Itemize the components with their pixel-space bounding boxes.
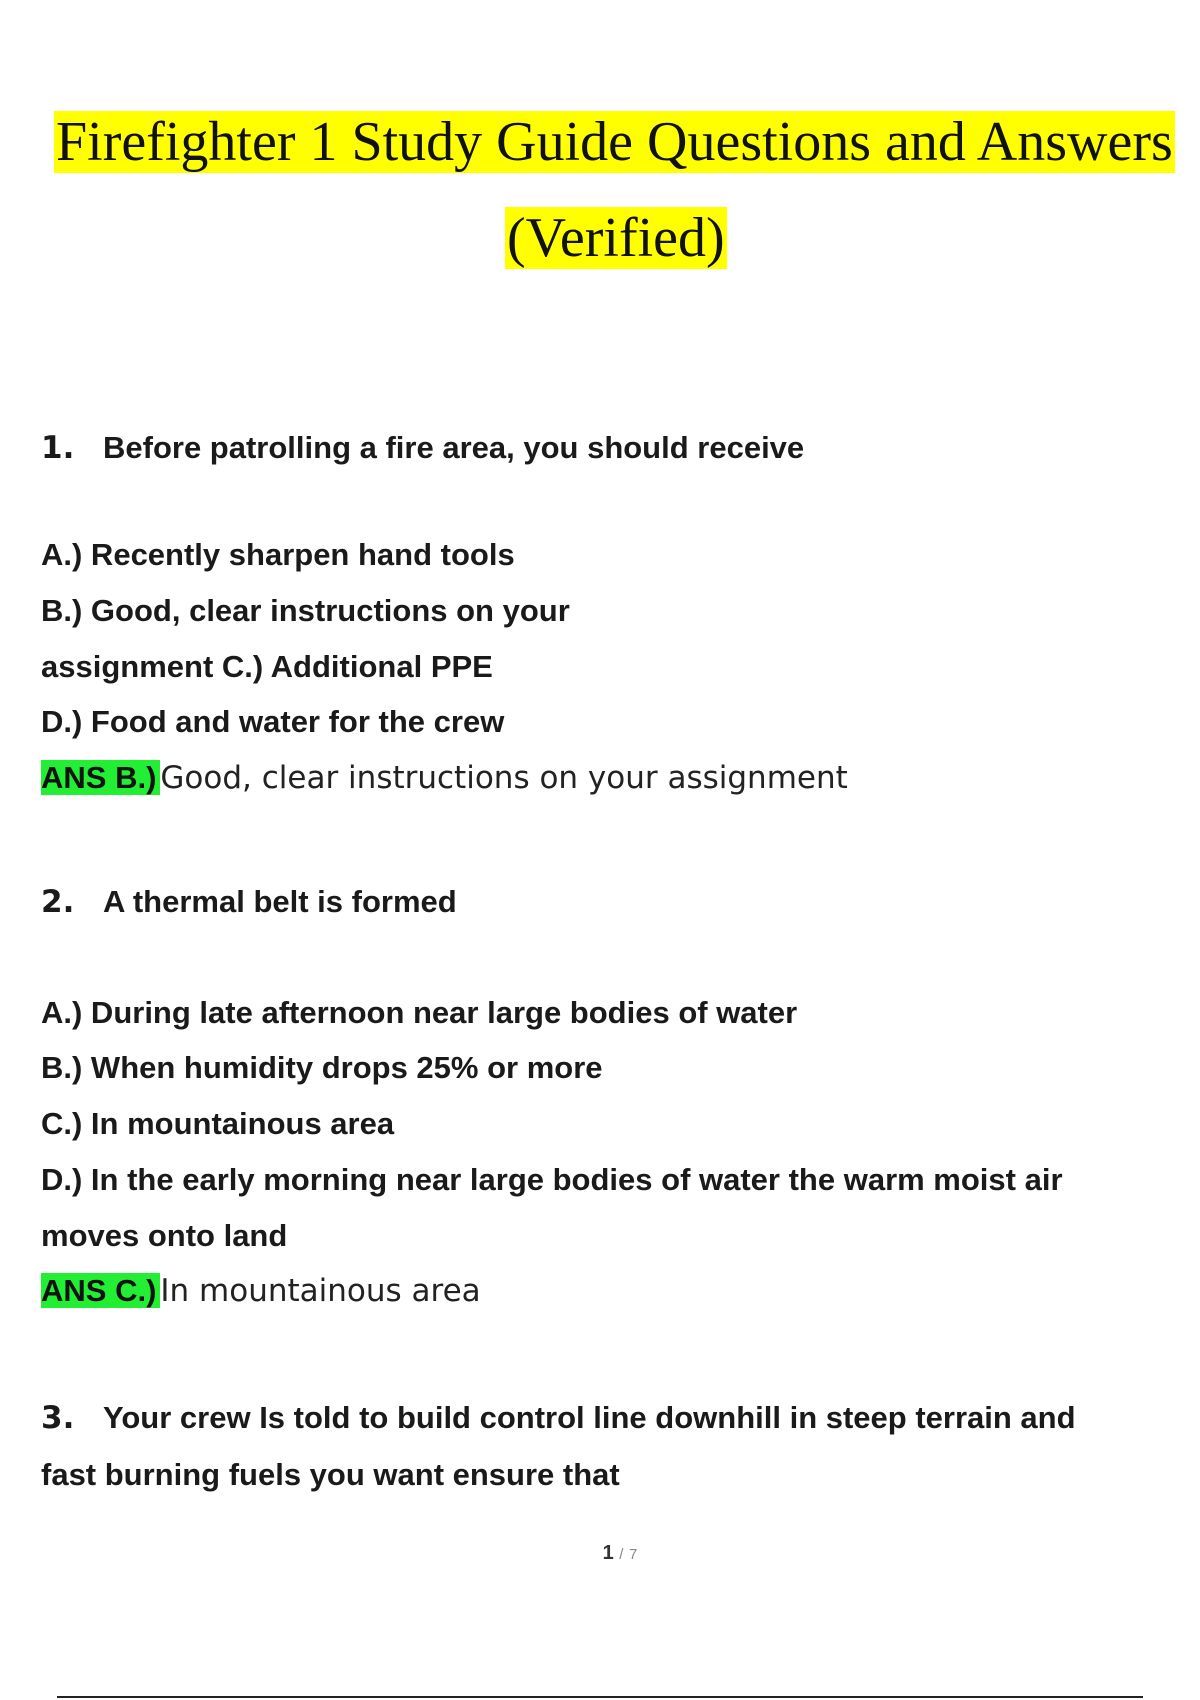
document-title-line-2 [505,206,727,270]
question-2-option-c: C.) In mountainous area [41,1106,395,1141]
question-2-option-a: A.) During late afternoon near large bodies of water [41,995,798,1030]
question-2-option-d-continued: moves onto land [41,1218,288,1253]
answer-text: Good, clear instructions on your assignment [160,760,848,796]
total-pages: 7 [629,1546,638,1563]
question-1-heading [41,428,804,468]
question-1-option-d: D.) Food and water for the crew [41,704,505,739]
question-2-answer [41,1271,481,1311]
question-2-option-b: B.) When humidity drops 25% or more [41,1050,603,1085]
title-highlight: (Verified) [507,207,725,269]
answer-tag: ANS C.) [41,1273,160,1308]
question-3-text-continued: fast burning fuels you want ensure that [41,1457,620,1492]
question-1-answer [41,758,848,798]
question-1-option-a: A.) Recently sharpen hand tools [41,537,515,572]
page-separator: / [619,1546,624,1563]
question-2-heading [41,882,457,922]
question-number: 2. [41,884,75,920]
question-1-option-b: B.) Good, clear instructions on your [41,593,570,628]
question-2-option-d: D.) In the early morning near large bodies of water the warm moist air [41,1162,1063,1197]
answer-tag: ANS B.) [41,760,160,795]
question-text: A thermal belt is formed [103,884,457,919]
document-title-line-1 [54,110,1175,174]
answer-text: In mountainous area [160,1273,481,1309]
page-indicator [0,1542,1200,1565]
question-text: Your crew Is told to build control line downhill in steep terrain and [103,1400,1076,1435]
title-highlight: Firefighter 1 Study Guide Questions and Answers [56,111,1173,173]
current-page: 1 [602,1542,614,1564]
question-1-option-c: assignment C.) Additional PPE [41,649,493,684]
page-bottom-rule [57,1696,1143,1698]
question-text: Before patrolling a fire area, you should receive [103,430,805,465]
question-number: 3. [41,1400,75,1436]
question-number: 1. [41,430,75,466]
question-3-heading [41,1398,1076,1438]
